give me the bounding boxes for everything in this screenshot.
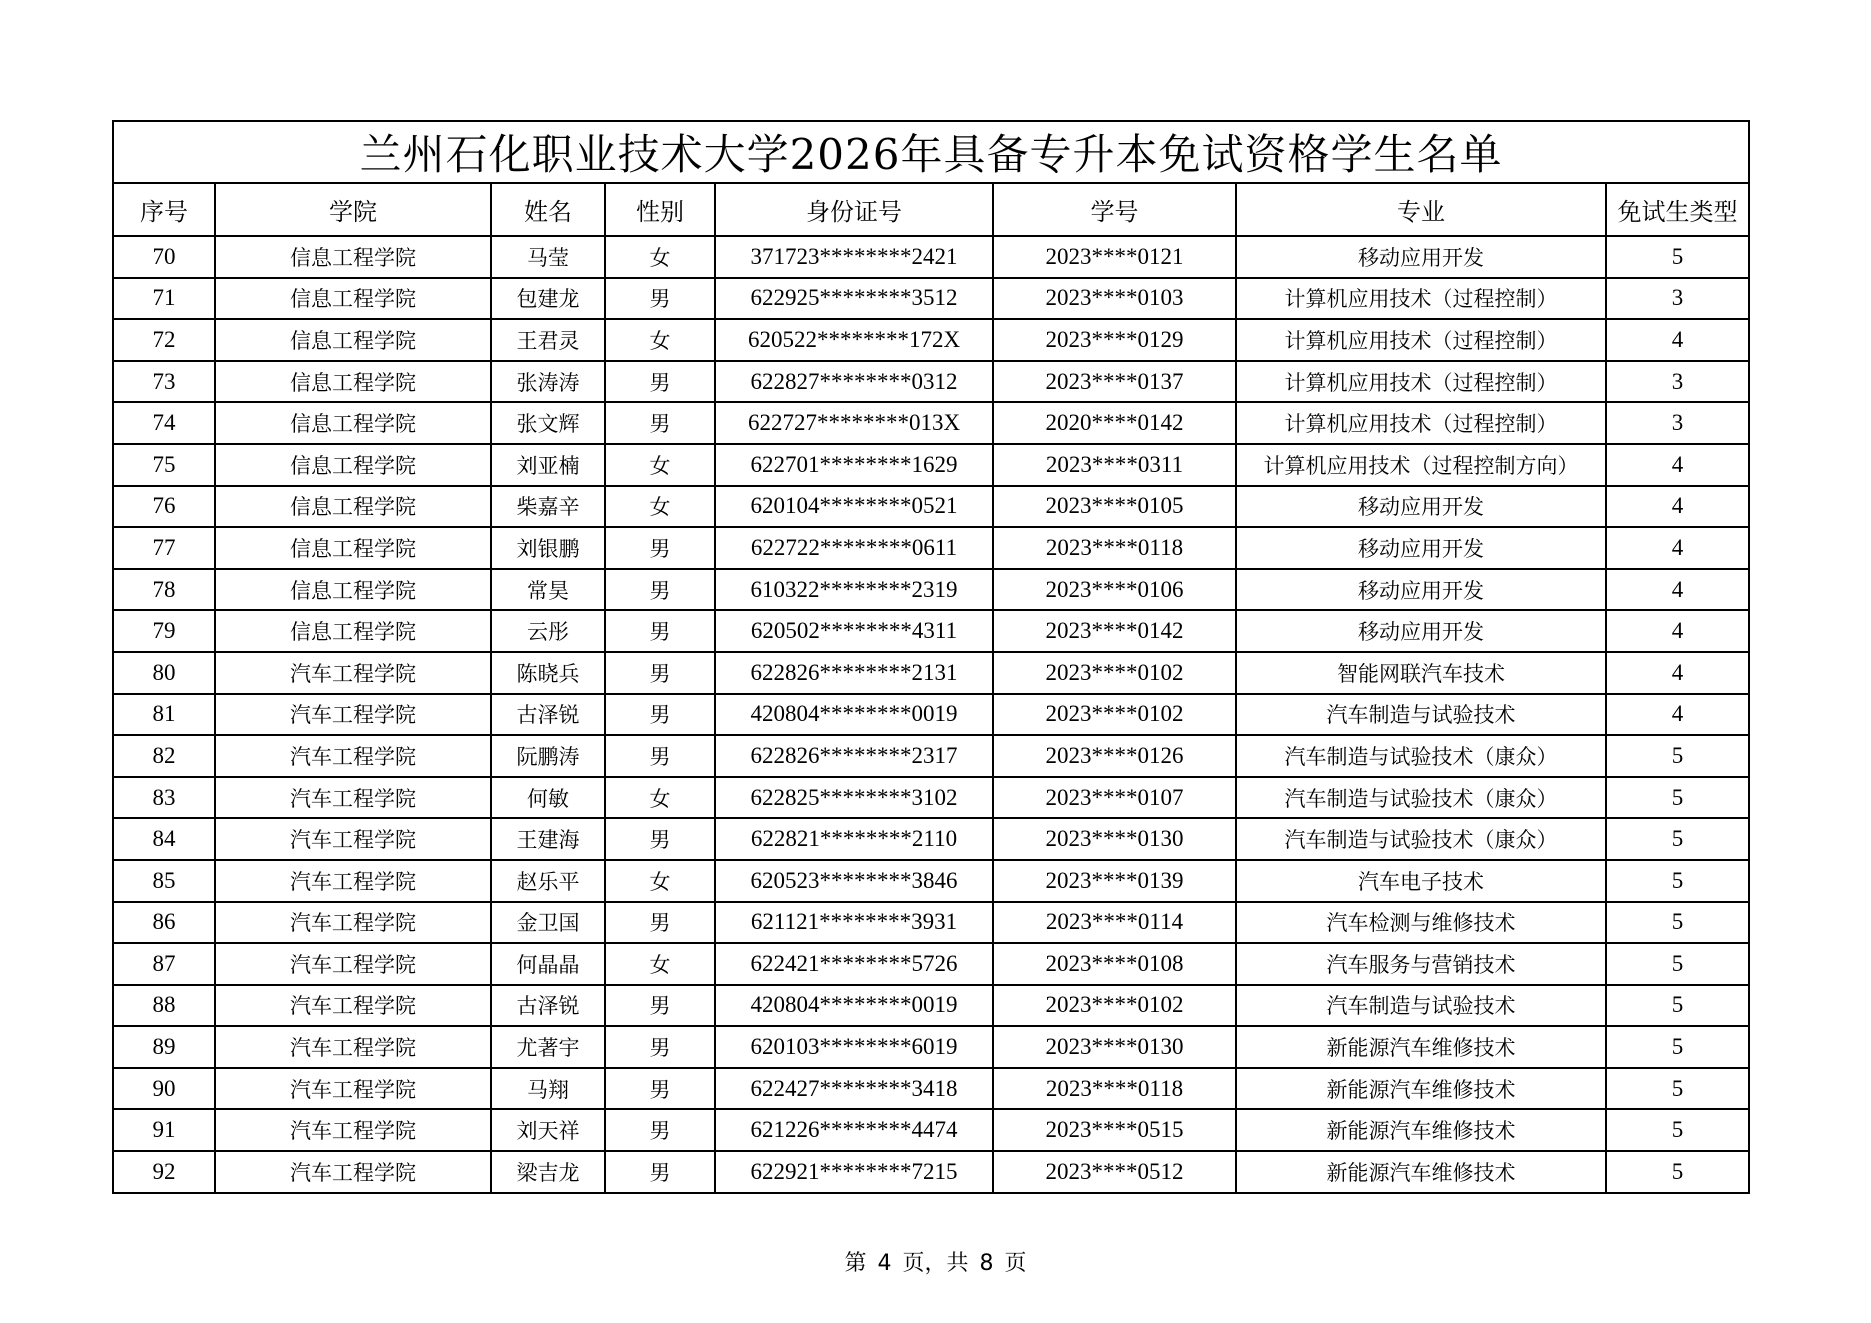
cell-no: 86 [113, 902, 215, 944]
cell-college: 信息工程学院 [215, 486, 491, 528]
cell-student-id: 2023****0121 [993, 236, 1236, 278]
cell-gender: 女 [605, 444, 715, 486]
cell-exemption-type: 5 [1606, 1109, 1749, 1151]
cell-major: 移动应用开发 [1236, 569, 1606, 611]
cell-college: 信息工程学院 [215, 278, 491, 320]
cell-no: 92 [113, 1151, 215, 1193]
table-row [113, 652, 1749, 694]
table-row [113, 985, 1749, 1027]
cell-name: 赵乐平 [491, 860, 605, 902]
table-row [113, 818, 1749, 860]
cell-major: 移动应用开发 [1236, 610, 1606, 652]
cell-id-number: 622421********5726 [715, 943, 993, 985]
cell-id-number: 622925********3512 [715, 278, 993, 320]
cell-student-id: 2020****0142 [993, 402, 1236, 444]
table-body [113, 236, 1749, 1193]
cell-gender: 男 [605, 818, 715, 860]
cell-major: 汽车制造与试验技术（康众） [1236, 735, 1606, 777]
table-row [113, 1151, 1749, 1193]
cell-student-id: 2023****0515 [993, 1109, 1236, 1151]
cell-no: 70 [113, 236, 215, 278]
cell-name: 何晶晶 [491, 943, 605, 985]
cell-no: 73 [113, 361, 215, 403]
cell-name: 刘亚楠 [491, 444, 605, 486]
cell-name: 金卫国 [491, 902, 605, 944]
cell-college: 信息工程学院 [215, 319, 491, 361]
cell-no: 75 [113, 444, 215, 486]
cell-name: 马莹 [491, 236, 605, 278]
cell-id-number: 621226********4474 [715, 1109, 993, 1151]
cell-exemption-type: 4 [1606, 569, 1749, 611]
cell-exemption-type: 4 [1606, 444, 1749, 486]
cell-major: 汽车电子技术 [1236, 860, 1606, 902]
cell-exemption-type: 4 [1606, 527, 1749, 569]
cell-gender: 男 [605, 569, 715, 611]
cell-id-number: 620502********4311 [715, 610, 993, 652]
cell-name: 常昊 [491, 569, 605, 611]
cell-major: 汽车制造与试验技术 [1236, 985, 1606, 1027]
table-row [113, 278, 1749, 320]
cell-major: 计算机应用技术（过程控制） [1236, 361, 1606, 403]
column-header-student-id: 学号 [993, 183, 1236, 236]
cell-name: 张涛涛 [491, 361, 605, 403]
cell-name: 刘天祥 [491, 1109, 605, 1151]
column-header-gender: 性别 [605, 183, 715, 236]
cell-no: 81 [113, 694, 215, 736]
cell-major: 计算机应用技术（过程控制） [1236, 278, 1606, 320]
cell-student-id: 2023****0139 [993, 860, 1236, 902]
table-row [113, 610, 1749, 652]
cell-gender: 男 [605, 1151, 715, 1193]
cell-student-id: 2023****0102 [993, 985, 1236, 1027]
table-row [113, 402, 1749, 444]
cell-exemption-type: 3 [1606, 361, 1749, 403]
table-row [113, 943, 1749, 985]
cell-exemption-type: 4 [1606, 694, 1749, 736]
cell-id-number: 622727********013X [715, 402, 993, 444]
cell-college: 信息工程学院 [215, 569, 491, 611]
cell-student-id: 2023****0142 [993, 610, 1236, 652]
cell-major: 计算机应用技术（过程控制方向） [1236, 444, 1606, 486]
cell-student-id: 2023****0114 [993, 902, 1236, 944]
header-row [113, 183, 1749, 236]
cell-exemption-type: 3 [1606, 402, 1749, 444]
cell-student-id: 2023****0137 [993, 361, 1236, 403]
cell-name: 何敏 [491, 777, 605, 819]
cell-exemption-type: 5 [1606, 1151, 1749, 1193]
cell-college: 信息工程学院 [215, 402, 491, 444]
cell-no: 78 [113, 569, 215, 611]
cell-id-number: 620103********6019 [715, 1026, 993, 1068]
cell-gender: 男 [605, 527, 715, 569]
cell-gender: 女 [605, 777, 715, 819]
cell-student-id: 2023****0126 [993, 735, 1236, 777]
cell-name: 阮鹏涛 [491, 735, 605, 777]
cell-gender: 男 [605, 361, 715, 403]
cell-major: 移动应用开发 [1236, 527, 1606, 569]
cell-student-id: 2023****0108 [993, 943, 1236, 985]
cell-gender: 男 [605, 735, 715, 777]
cell-name: 古泽锐 [491, 694, 605, 736]
cell-exemption-type: 4 [1606, 319, 1749, 361]
cell-no: 85 [113, 860, 215, 902]
cell-gender: 男 [605, 1109, 715, 1151]
cell-college: 汽车工程学院 [215, 1109, 491, 1151]
cell-college: 汽车工程学院 [215, 818, 491, 860]
cell-name: 陈晓兵 [491, 652, 605, 694]
cell-id-number: 622826********2131 [715, 652, 993, 694]
table-row [113, 1026, 1749, 1068]
cell-exemption-type: 5 [1606, 236, 1749, 278]
cell-exemption-type: 5 [1606, 943, 1749, 985]
cell-no: 80 [113, 652, 215, 694]
cell-name: 古泽锐 [491, 985, 605, 1027]
cell-no: 82 [113, 735, 215, 777]
cell-name: 张文辉 [491, 402, 605, 444]
table-row [113, 486, 1749, 528]
cell-major: 移动应用开发 [1236, 236, 1606, 278]
cell-gender: 男 [605, 694, 715, 736]
cell-student-id: 2023****0118 [993, 527, 1236, 569]
cell-student-id: 2023****0118 [993, 1068, 1236, 1110]
table-row [113, 319, 1749, 361]
cell-exemption-type: 5 [1606, 777, 1749, 819]
cell-college: 汽车工程学院 [215, 735, 491, 777]
cell-student-id: 2023****0129 [993, 319, 1236, 361]
table-row [113, 1068, 1749, 1110]
page-footer: 第 4 页，共 8 页 [844, 1251, 1027, 1276]
cell-major: 汽车制造与试验技术（康众） [1236, 777, 1606, 819]
cell-student-id: 2023****0512 [993, 1151, 1236, 1193]
cell-gender: 男 [605, 610, 715, 652]
cell-student-id: 2023****0102 [993, 652, 1236, 694]
cell-student-id: 2023****0103 [993, 278, 1236, 320]
cell-id-number: 622921********7215 [715, 1151, 993, 1193]
cell-college: 信息工程学院 [215, 361, 491, 403]
column-header-college: 学院 [215, 183, 491, 236]
cell-college: 汽车工程学院 [215, 943, 491, 985]
cell-gender: 男 [605, 985, 715, 1027]
cell-name: 刘银鹏 [491, 527, 605, 569]
cell-no: 84 [113, 818, 215, 860]
cell-major: 计算机应用技术（过程控制） [1236, 319, 1606, 361]
table-row [113, 236, 1749, 278]
cell-name: 尤著宇 [491, 1026, 605, 1068]
cell-college: 汽车工程学院 [215, 777, 491, 819]
table-row [113, 569, 1749, 611]
table-row [113, 527, 1749, 569]
table-row [113, 361, 1749, 403]
cell-exemption-type: 5 [1606, 902, 1749, 944]
title-row [113, 121, 1749, 183]
cell-exemption-type: 5 [1606, 1026, 1749, 1068]
cell-id-number: 620523********3846 [715, 860, 993, 902]
cell-exemption-type: 5 [1606, 818, 1749, 860]
cell-exemption-type: 4 [1606, 652, 1749, 694]
cell-gender: 女 [605, 486, 715, 528]
cell-name: 王君灵 [491, 319, 605, 361]
table-row [113, 860, 1749, 902]
cell-name: 马翔 [491, 1068, 605, 1110]
cell-id-number: 622827********0312 [715, 361, 993, 403]
cell-id-number: 622825********3102 [715, 777, 993, 819]
cell-no: 79 [113, 610, 215, 652]
cell-name: 王建海 [491, 818, 605, 860]
cell-id-number: 622826********2317 [715, 735, 993, 777]
cell-major: 智能网联汽车技术 [1236, 652, 1606, 694]
cell-gender: 男 [605, 402, 715, 444]
cell-no: 87 [113, 943, 215, 985]
cell-major: 汽车制造与试验技术（康众） [1236, 818, 1606, 860]
cell-college: 汽车工程学院 [215, 1026, 491, 1068]
cell-gender: 男 [605, 652, 715, 694]
document-title: 兰州石化职业技术大学2026年具备专升本免试资格学生名单 [113, 121, 1749, 183]
cell-student-id: 2023****0102 [993, 694, 1236, 736]
cell-student-id: 2023****0106 [993, 569, 1236, 611]
cell-name: 包建龙 [491, 278, 605, 320]
cell-major: 计算机应用技术（过程控制） [1236, 402, 1606, 444]
cell-exemption-type: 5 [1606, 985, 1749, 1027]
table-row [113, 444, 1749, 486]
cell-gender: 男 [605, 1026, 715, 1068]
cell-name: 云彤 [491, 610, 605, 652]
cell-gender: 男 [605, 902, 715, 944]
cell-no: 83 [113, 777, 215, 819]
cell-id-number: 622722********0611 [715, 527, 993, 569]
cell-college: 汽车工程学院 [215, 1068, 491, 1110]
cell-college: 信息工程学院 [215, 236, 491, 278]
cell-id-number: 622427********3418 [715, 1068, 993, 1110]
cell-student-id: 2023****0105 [993, 486, 1236, 528]
cell-no: 74 [113, 402, 215, 444]
cell-major: 新能源汽车维修技术 [1236, 1109, 1606, 1151]
column-header-major: 专业 [1236, 183, 1606, 236]
table-row [113, 777, 1749, 819]
cell-exemption-type: 4 [1606, 610, 1749, 652]
table-row [113, 735, 1749, 777]
column-header-no: 序号 [113, 183, 215, 236]
cell-no: 88 [113, 985, 215, 1027]
cell-college: 汽车工程学院 [215, 652, 491, 694]
cell-id-number: 621121********3931 [715, 902, 993, 944]
cell-major: 移动应用开发 [1236, 486, 1606, 528]
cell-college: 汽车工程学院 [215, 1151, 491, 1193]
cell-exemption-type: 5 [1606, 860, 1749, 902]
cell-id-number: 420804********0019 [715, 985, 993, 1027]
table-row [113, 694, 1749, 736]
cell-exemption-type: 4 [1606, 486, 1749, 528]
document-sheet [112, 120, 1748, 1194]
cell-no: 91 [113, 1109, 215, 1151]
cell-gender: 女 [605, 860, 715, 902]
table-row [113, 1109, 1749, 1151]
cell-student-id: 2023****0311 [993, 444, 1236, 486]
cell-exemption-type: 3 [1606, 278, 1749, 320]
cell-college: 汽车工程学院 [215, 985, 491, 1027]
cell-id-number: 610322********2319 [715, 569, 993, 611]
cell-no: 72 [113, 319, 215, 361]
cell-exemption-type: 5 [1606, 1068, 1749, 1110]
student-roster-table [112, 120, 1750, 1194]
cell-major: 新能源汽车维修技术 [1236, 1151, 1606, 1193]
cell-gender: 男 [605, 1068, 715, 1110]
cell-id-number: 622701********1629 [715, 444, 993, 486]
cell-id-number: 371723********2421 [715, 236, 993, 278]
column-header-exemption-type: 免试生类型 [1606, 183, 1749, 236]
cell-major: 汽车制造与试验技术 [1236, 694, 1606, 736]
cell-college: 汽车工程学院 [215, 860, 491, 902]
cell-major: 新能源汽车维修技术 [1236, 1068, 1606, 1110]
cell-student-id: 2023****0107 [993, 777, 1236, 819]
table-row [113, 902, 1749, 944]
cell-major: 汽车检测与维修技术 [1236, 902, 1606, 944]
cell-id-number: 420804********0019 [715, 694, 993, 736]
cell-name: 柴嘉辛 [491, 486, 605, 528]
cell-gender: 女 [605, 943, 715, 985]
cell-id-number: 622821********2110 [715, 818, 993, 860]
cell-no: 89 [113, 1026, 215, 1068]
cell-id-number: 620522********172X [715, 319, 993, 361]
cell-name: 梁吉龙 [491, 1151, 605, 1193]
cell-id-number: 620104********0521 [715, 486, 993, 528]
cell-no: 76 [113, 486, 215, 528]
cell-college: 信息工程学院 [215, 610, 491, 652]
cell-student-id: 2023****0130 [993, 818, 1236, 860]
cell-gender: 女 [605, 319, 715, 361]
cell-college: 汽车工程学院 [215, 694, 491, 736]
cell-no: 77 [113, 527, 215, 569]
column-header-name: 姓名 [491, 183, 605, 236]
column-header-id-number: 身份证号 [715, 183, 993, 236]
cell-gender: 男 [605, 278, 715, 320]
cell-gender: 女 [605, 236, 715, 278]
cell-college: 汽车工程学院 [215, 902, 491, 944]
cell-major: 汽车服务与营销技术 [1236, 943, 1606, 985]
cell-major: 新能源汽车维修技术 [1236, 1026, 1606, 1068]
cell-college: 信息工程学院 [215, 444, 491, 486]
cell-no: 71 [113, 278, 215, 320]
cell-no: 90 [113, 1068, 215, 1110]
cell-student-id: 2023****0130 [993, 1026, 1236, 1068]
cell-college: 信息工程学院 [215, 527, 491, 569]
cell-exemption-type: 5 [1606, 735, 1749, 777]
